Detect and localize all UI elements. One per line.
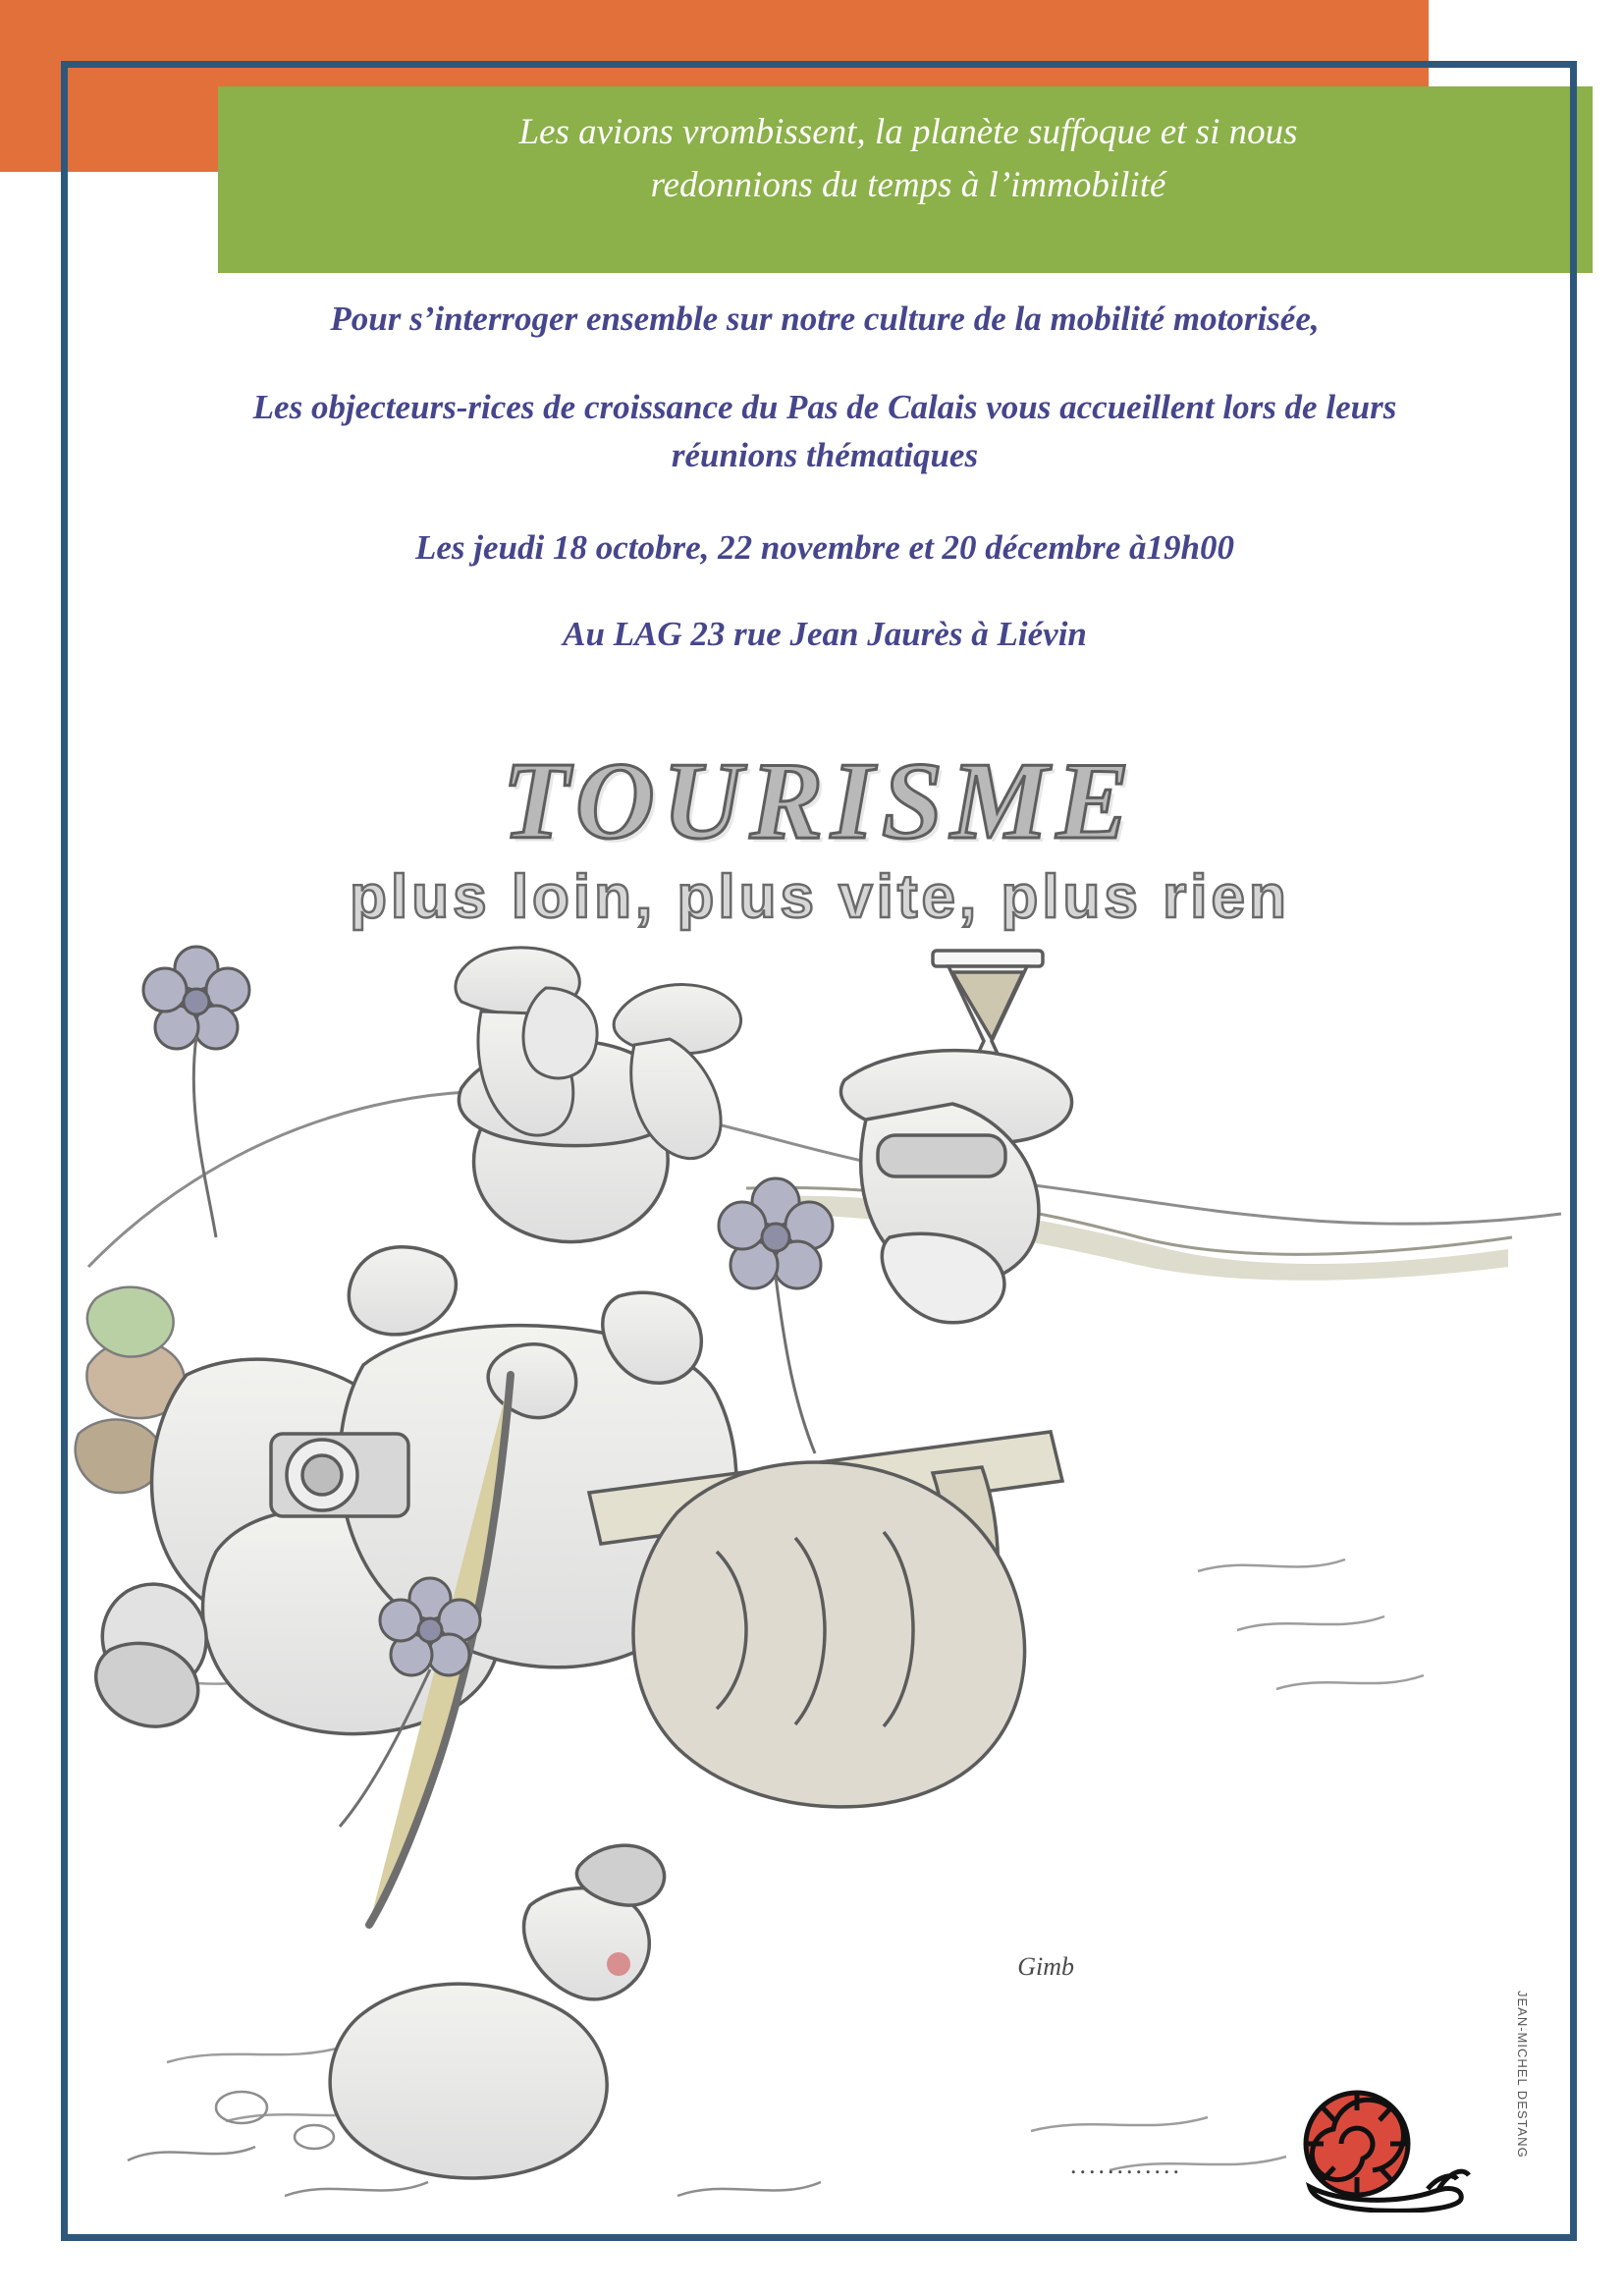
banner-line-2: redonnions du temps à l’immobilité xyxy=(650,164,1166,205)
intro-paragraph-1: Pour s’interroger ensemble sur notre culture de la mobilité motorisée, xyxy=(330,300,1320,338)
comic-subtitle: plus loin, plus vite, plus rien xyxy=(350,863,1290,931)
comic-title-block xyxy=(108,740,1532,932)
illustration-credit: JEAN-MICHEL DESTANG xyxy=(1515,1991,1530,2159)
intro-text-block xyxy=(147,295,1502,683)
dotted-trail: ............ xyxy=(1070,2151,1182,2179)
intro-paragraph-2: Les objecteurs-rices de croissance du Pas de Calais vous accueillent lors de leurs réunions thématiques xyxy=(252,387,1397,475)
comic-title: TOURISME xyxy=(502,740,1138,862)
artist-signature-mark: Gimb xyxy=(1017,1952,1074,1981)
banner-headline xyxy=(236,106,1581,211)
event-dates: Les jeudi 18 octobre, 22 novembre et 20 décembre à19h00 xyxy=(414,528,1235,568)
event-location: Au LAG 23 rue Jean Jaurès à Liévin xyxy=(563,614,1087,653)
banner-line-1: Les avions vrombissent, la planète suffoque et si nous xyxy=(518,112,1298,152)
snail-logo xyxy=(1280,2085,1477,2217)
cartoon-illustration xyxy=(69,943,1569,2229)
